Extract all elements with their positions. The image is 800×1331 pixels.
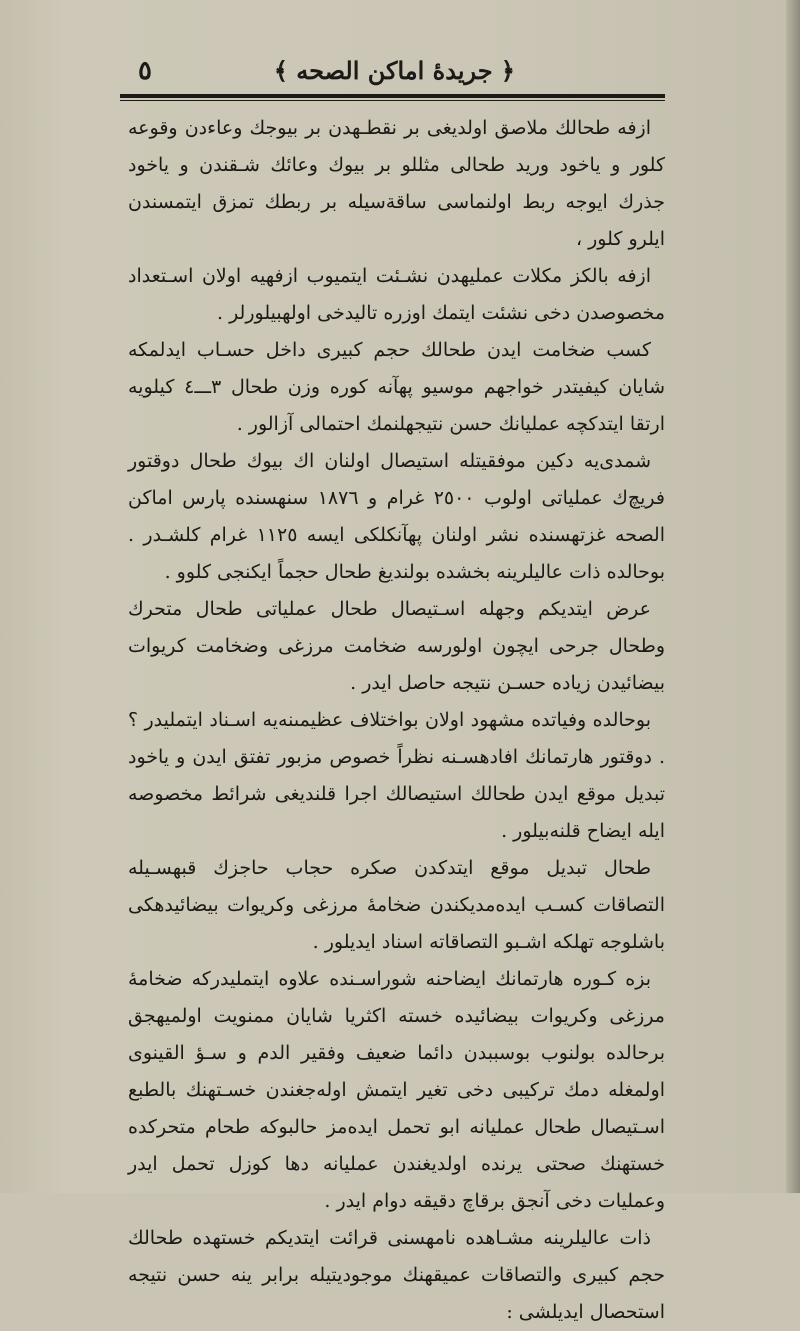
header-rule-thin xyxy=(120,100,665,101)
paragraph: ازفه بالكز مكلات عمليهدن نشـئت ايتميوب ازفهيه اولان اسـتعداد مخصوصدن دخى نشئت ايتمك اوزره تاليدخى اولهبيلورلر . xyxy=(128,265,665,324)
page-edge xyxy=(786,0,800,1193)
paragraph: طحال تبديل موقع ايتدكدن صكره حجاب حاجزك قبهسـيله التصاقات كسـب ايده‌مديكندن ضخامهٔ مرزغى وكريوات بيضائيدهكى باشلوجه تهلكه اشـبو التصاقاته اسناد ايديلور . xyxy=(128,857,665,953)
header-rule-thick xyxy=(120,94,665,98)
paragraph: شمدى‌يه دكين موفقيتله استيصال اولنان اك بيوك طحال دوقتور فريچ‌ك عملياتى اولوب ٢٥٠٠ غرام و ١٨٧٦ سنهسنده پارس اماكن الصحه غزتهسنده نشر اولنان پهآنكلكى ايسه ١١٢٥ غرام كلشـدر . بوحالده ذات عاليلرينه بخشده بولنديغ طحال حجماً ايكنجى كلوو . xyxy=(128,450,665,583)
running-title: ﴿ جريدهٔ اماکن الصحه ﴾ xyxy=(273,56,515,85)
paragraph: ذات عاليلرينه مشـاهده نامهسنى قرائت ايتديكم خستهده طحالك حجم كبيرى والتصاقات عميقهنك موجوديتيله برابر ينه حسن نتيجه استحصال ايديلشى : xyxy=(128,1227,665,1323)
page-number: ٥ xyxy=(138,56,152,86)
page-header xyxy=(120,52,665,92)
paragraph: بوحالده وفياتده مشهود اولان بواختلاف عظيمىنه‌يه اسـناد ايتمليدر ؟ . دوقتور هارتمانك افادهسـنه نظراً خصوص مزبور تفتق ايدن و ياخود تبديل موقع ايدن طحالك استيصالك اجرا قلنديغى شرائط مخصوصه ايله ايضاح قلنه‌بيلور . xyxy=(128,709,665,842)
paragraph: عرض ايتديكم وجهله اسـتيصال طحال عملياتى طحال متحرك وطحال جرحى ايچون اولورسه ضخامت مرزغى وضخامت كريوات بيضائيدن زياده حسـن نتيجه حاصل ايدر . xyxy=(128,598,665,694)
article-body xyxy=(128,110,665,1331)
paragraph: بزه كـوره هارتمانك ايضاحنه شوراسـنده علاوه ايتمليدركه ضخامهٔ مرزغى وكريوات بيضائيده خسته اكثريا شايان ممنويت اولميهجق برحالده بولنوب بوسببدن دائما ضعيف وفقير الدم و سـؤ القينوى اولمغله دمك تركيبى دخى تغير ايتمش اوله‌جغندن خسـتهنك بالطبع اسـتيصال طحال عمليانه ابو تحمل ايده‌مز حالبوكه طحام متحركده خستهنك صحتى يرنده اولديغندن عمليانه دها كوزل تحمل ايدر وعمليات دخى آنجق برقاچ دقيقه دوام ايدر . xyxy=(128,968,665,1212)
paragraph: كسب ضخامت ايدن طحالك حجم كبيرى داخل حسـاب ايدلمكه شايان كيفيتدر خواجهم موسيو پهآنه كوره وزن طحال ٣ـــ٤ كيلويه ارتقا ايتدكچه عمليانك حسن نتيجهلنمك احتمالى آزالور . xyxy=(128,339,665,435)
paragraph: ازفه طحالك ملاصق اولديغى بر نقطـهدن بر بيوجك وعاءدن وقوعه كلور و ياخود وريد طحالى مثللو بر بيوك وعائك شـقندن و ياخود جذرك ايوجه ربط اولنماسى ساقةسيله بر ربطك تمزق ايتمسندن ايلرو كلور ، xyxy=(128,117,666,250)
